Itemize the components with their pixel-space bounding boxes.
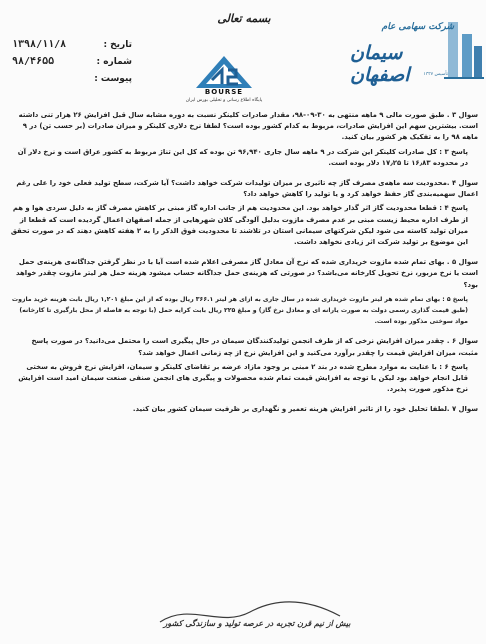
answer-6: پاسخ ۶ : با عنایت به موارد مطرح شده در بند ۲ مبنی بر وجود مازاد عرضه بر تقاضای کلینکر و سیمان، افزایش نرخ فروش به سختی قابل انجام خواهد بود لیکن با توجه به افزایش قیمت تمام شده محصولات و پیگیری های انجمن صنفی صنعت سیمان امید است افزایش نرخ مذکور صورت پذیرد. bbox=[18, 362, 468, 394]
answer-3: پاسخ ۳ : کل صادرات کلینکر این شرکت در ۹ ماهه سال جاری ۹۶,۹۴۰ تن بوده که کل این تناژ مربوط به کشور عراق است و نرخ دلار آن در محدوده ۱۶٫۸۳ تا ۱۷٫۲۵ دلار بوده است. bbox=[17, 147, 468, 167]
company-type-label: شرکت سهامی عام bbox=[381, 22, 454, 32]
date-value: ۱۳۹۸/۱۱/۸ bbox=[12, 39, 67, 50]
bismillah-heading: بسمه تعالی bbox=[217, 12, 271, 25]
date-label: تاریخ : bbox=[103, 39, 132, 50]
date-row bbox=[12, 36, 132, 53]
question-4: سوال ۴ .محدودیت سه ماهه‌ی مصرف گاز چه تاثیری بر میزان تولیدات شرکت خواهد داشت؟ آیا شرکت، سطح تولید فعلی خود را علی رغم اعمال سهمیه‌بندی گاز حفظ خواهد کرد و یا تولید را کاهش خواهد داد؟ bbox=[16, 179, 478, 199]
letter-meta bbox=[12, 36, 132, 87]
company-name: سیمان اصفهان bbox=[350, 42, 410, 86]
number-row bbox=[12, 53, 132, 70]
answer-5: پاسخ ۵ : بهای تمام شده هر لیتر مازوت خریداری شده در سال جاری به ازای هر لیتر ۳۶۶.۱ ریال بوده که از این مبلغ ۱,۲۰۱ ریال بابت هزینه خرید مازوت (طبق قیمت گذاری رسمی دولت به صورت یارانه ای و معادل نرخ گاز) و مبلغ ۲۲۵ ریال بابت کرایه حمل (با توجه به فاصله از محل بارگیری تا کارخانه) مواد سوختی مذکور بوده است. bbox=[11, 295, 468, 326]
answer-4: پاسخ ۴ : قطعا محدودیت گاز اثر گذار خواهد بود. این محدودیت هم از جانب اداره گاز مبنی بر کاهش مصرف گاز به دلیل سردی هوا و هم از طرف اداره محیط زیست مبنی بر عدم مصرف مازوت بدلیل آلودگی کلان شهرهایی از جمله اصفهان اعمال گردیده است که قطعا از میزان تولید کاسته می شود لیکن شرکتهای سیمانی استان در تلاشند تا محدودیت فوق الذکر را به ۲ هفته کاهش دهند که در صورت تحقق این موضوع بر تولید شرکت اثر زیادی نخواهد داشت. bbox=[10, 204, 468, 247]
company-logo bbox=[350, 2, 484, 94]
attachment-row bbox=[12, 70, 132, 87]
number-label: شماره : bbox=[96, 56, 132, 67]
question-6: سوال ۶ . چقدر میزان افزایش نرخی که از طرف انجمن تولیدکنندگان سیمان در حال پیگیری است را محتمل می‌دانید؟ در صورت پاسخ مثبت، میزان افزایش قیمت را چقدر برآورد می‌کنید و این افزایش نرخ از چه زمانی اعمال خواهد شد؟ bbox=[31, 337, 478, 357]
company-founded: تأسیس ۱۳۳۷ bbox=[423, 72, 448, 77]
letter-body bbox=[10, 110, 478, 416]
bourse-subtitle: پایگاه اطلاع رسانی و تحلیلی بورس ایران bbox=[185, 98, 263, 103]
bourse-wordmark: BOURSE bbox=[204, 88, 244, 96]
question-3: سوال ۳ . طبق صورت مالی ۹ ماهه منتهی به ۳۰-۰۹-۹۸، مقدار صادرات کلینکر نسبت به دوره مشابه سال قبل افزایش ۲۶ هزار تنی داشته است. بیشترین سهم این افزایش صادرات، مربوط به کدام کشور بوده است؟ لطفا نرخ دلاری کلینکر و میزان صادرات (بر حسب تن) در ۹ ماهه ۹۸ را به تفکیک هر کشور بیان کنید. bbox=[18, 111, 478, 142]
number-value: ۹۸/۴۶۵۵ bbox=[12, 56, 55, 67]
question-7: سوال ۷ .لطفا تحلیل خود را از تاثیر افزایش هزینه تعمیر و نگهداری بر ظرفیت سیمان کشور بیان کنید. bbox=[132, 405, 478, 414]
footer-slogan: بیش از نیم قرن تجربه در عرصه تولید و سازندگی کشور bbox=[163, 618, 351, 628]
attachment-label: پیوست : bbox=[94, 73, 132, 84]
signature-stroke-icon bbox=[150, 594, 350, 634]
question-5: سوال ۵ . بهای تمام شده مازوت خریداری شده که نرخ آن معادل گاز مصرفی اعلام شده است آیا با در نظر گرفتن جداگانه‌ی هزینه‌ی حمل است یا نرخ مزبور، نرخ تحویل کارخانه می‌باشد؟ در صورتی که هزینه‌ی حمل جداگانه حساب میشود هزینه حمل هر لیتر مازوت چقدر خواهد بود؟ bbox=[15, 258, 478, 289]
